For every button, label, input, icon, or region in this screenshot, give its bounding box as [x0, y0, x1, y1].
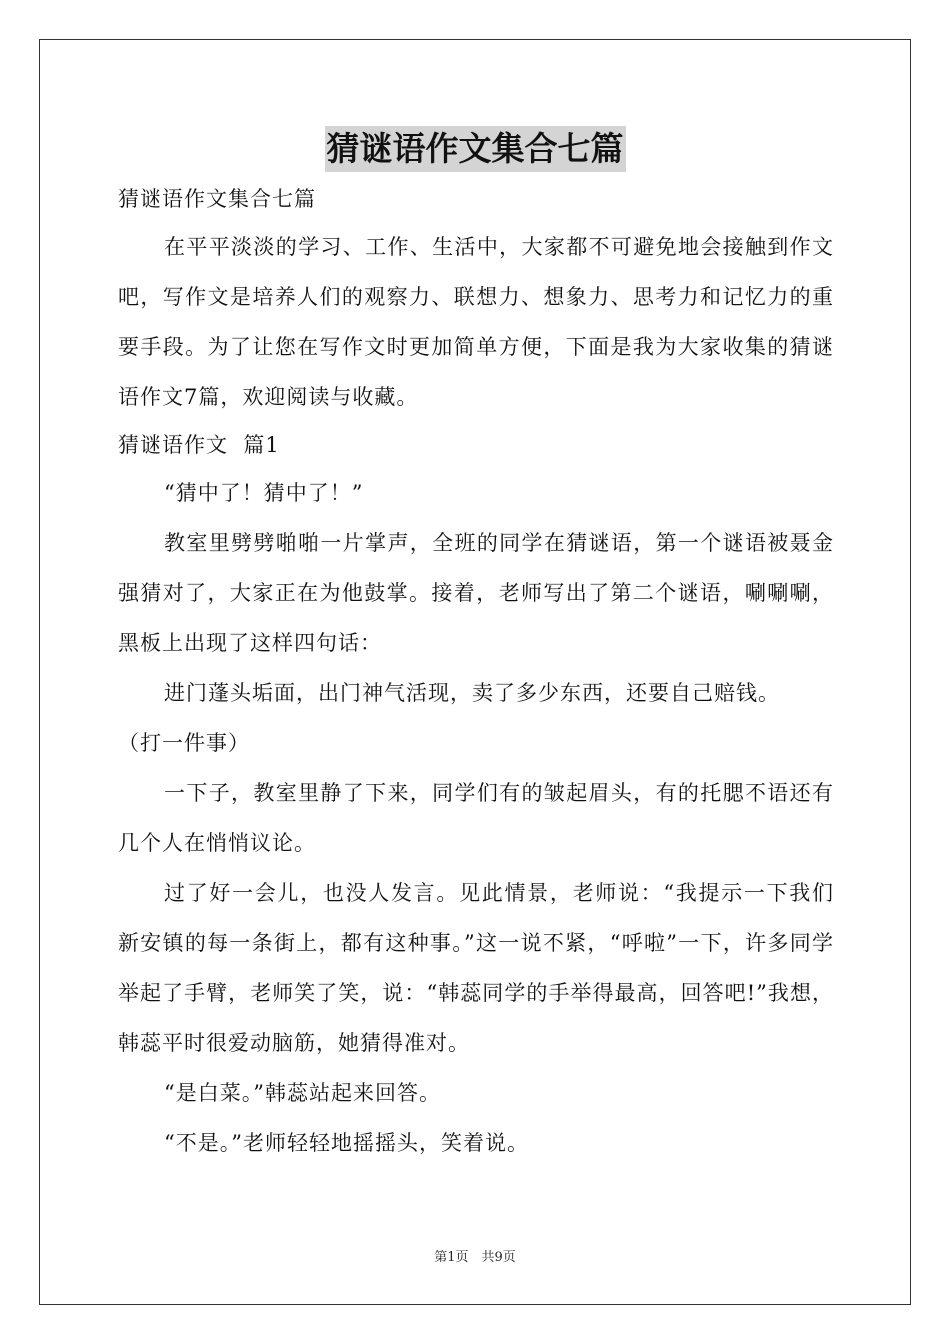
document-title: 猜谜语作文集合七篇 [325, 126, 626, 172]
paragraph: “是白菜。”韩蕊站起来回答。 [164, 1081, 441, 1105]
document-body [118, 176, 834, 1168]
page-footer: 第1页 共9页 [434, 1250, 516, 1265]
paragraph: “猜中了！猜中了！” [164, 481, 364, 505]
document-subtitle: 猜谜语作文集合七篇 [118, 187, 316, 211]
intro-paragraph: 在平平淡淡的学习、工作、生活中，大家都不可避免地会接触到作文吧，写作文是培养人们的观察力、联想力、想象力、思考力和记忆力的重要手段。为了让您在写作文时更加简单方便，下面是我为大家收集的猜谜语作文7篇，欢迎阅读与收藏。 [118, 235, 834, 409]
paragraph: “不是。”老师轻轻地摇摇头，笑着说。 [164, 1131, 529, 1155]
paragraph: 教室里劈劈啪啪一片掌声，全班的同学在猜谜语，第一个谜语被聂金强猜对了，大家正在为他鼓掌。接着，老师写出了第二个谜语，唰唰唰，黑板上出现了这样四句话： [118, 531, 834, 655]
paragraph: （打一件事） [118, 731, 250, 755]
paragraph: 过了好一会儿，也没人发言。见此情景，老师说：“我提示一下我们新安镇的每一条街上，都有这种事。”这一说不紧，“呼啦”一下，许多同学举起了手臂，老师笑了笑，说：“韩蕊同学的手举得最高，回答吧!”我想，韩蕊平时很爱动脑筋，她猜得准对。 [118, 881, 834, 1055]
section-heading: 猜谜语作文 篇1 [118, 433, 280, 457]
title-container [0, 126, 950, 172]
paragraph: 一下子，教室里静了下来，同学们有的皱起眉头，有的托腮不语还有几个人在悄悄议论。 [118, 781, 834, 855]
paragraph: 进门蓬头垢面，出门神气活现，卖了多少东西，还要自己赔钱。 [164, 681, 780, 705]
